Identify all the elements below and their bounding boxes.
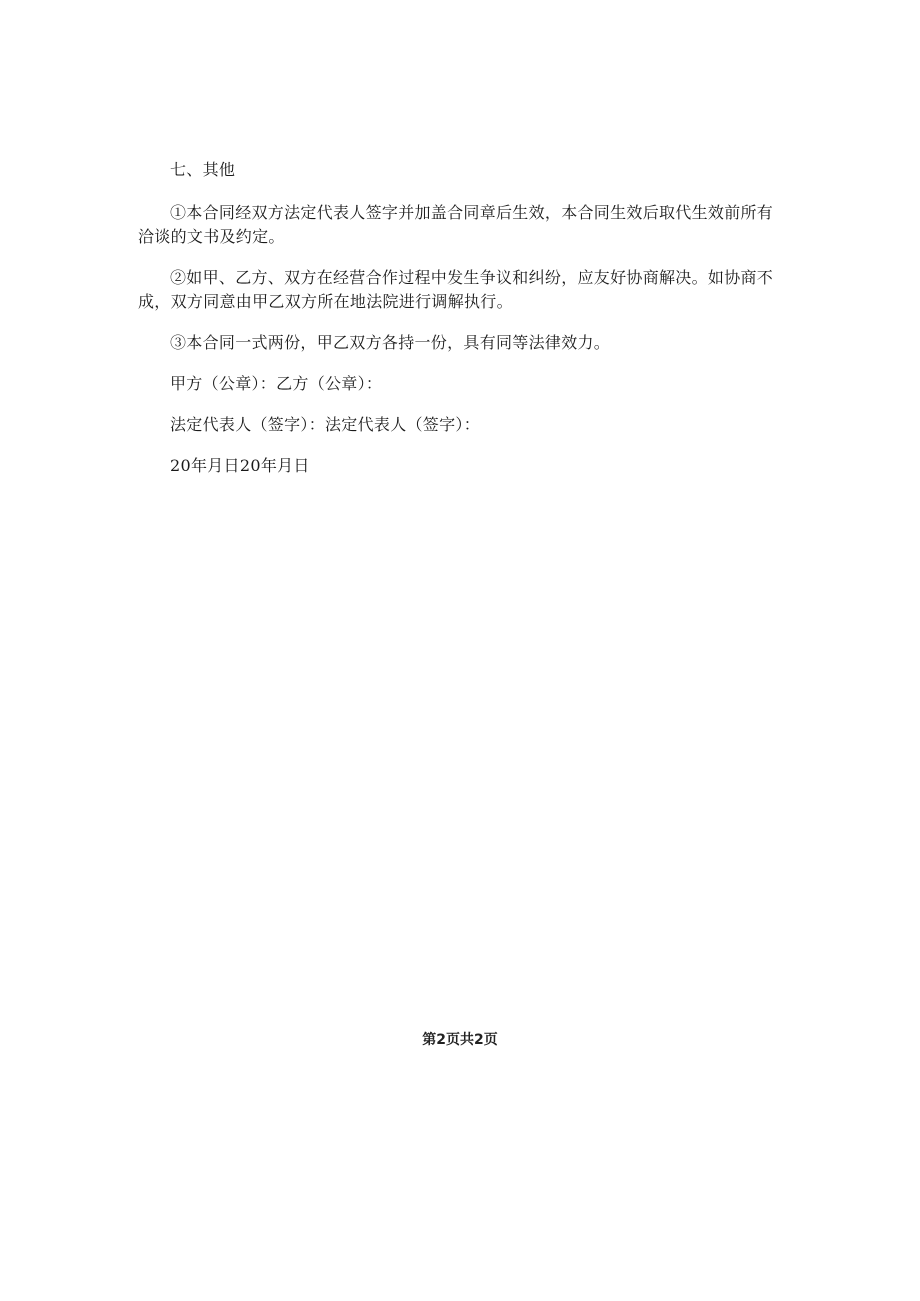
seal-line: 甲方（公章）：乙方（公章）： <box>170 374 383 393</box>
section-heading: 七、其他 <box>170 160 236 179</box>
document-body <box>138 158 784 495</box>
page-number: 第2页共2页 <box>422 1032 498 1048</box>
date-line: 20年月日20年月日 <box>170 456 310 475</box>
signature-line: 法定代表人（签字）：法定代表人（签字）： <box>170 415 481 434</box>
clause-1: ①本合同经双方法定代表人签字并加盖合同章后生效，本合同生效后取代生效前所有洽谈的文书及约定。 <box>138 203 774 246</box>
clause-2: ②如甲、乙方、双方在经营合作过程中发生争议和纠纷，应友好协商解决。如协商不成，双方同意由甲乙双方所在地法院进行调解执行。 <box>138 268 774 311</box>
clause-3: ③本合同一式两份，甲乙双方各持一份，具有同等法律效力。 <box>170 333 611 352</box>
